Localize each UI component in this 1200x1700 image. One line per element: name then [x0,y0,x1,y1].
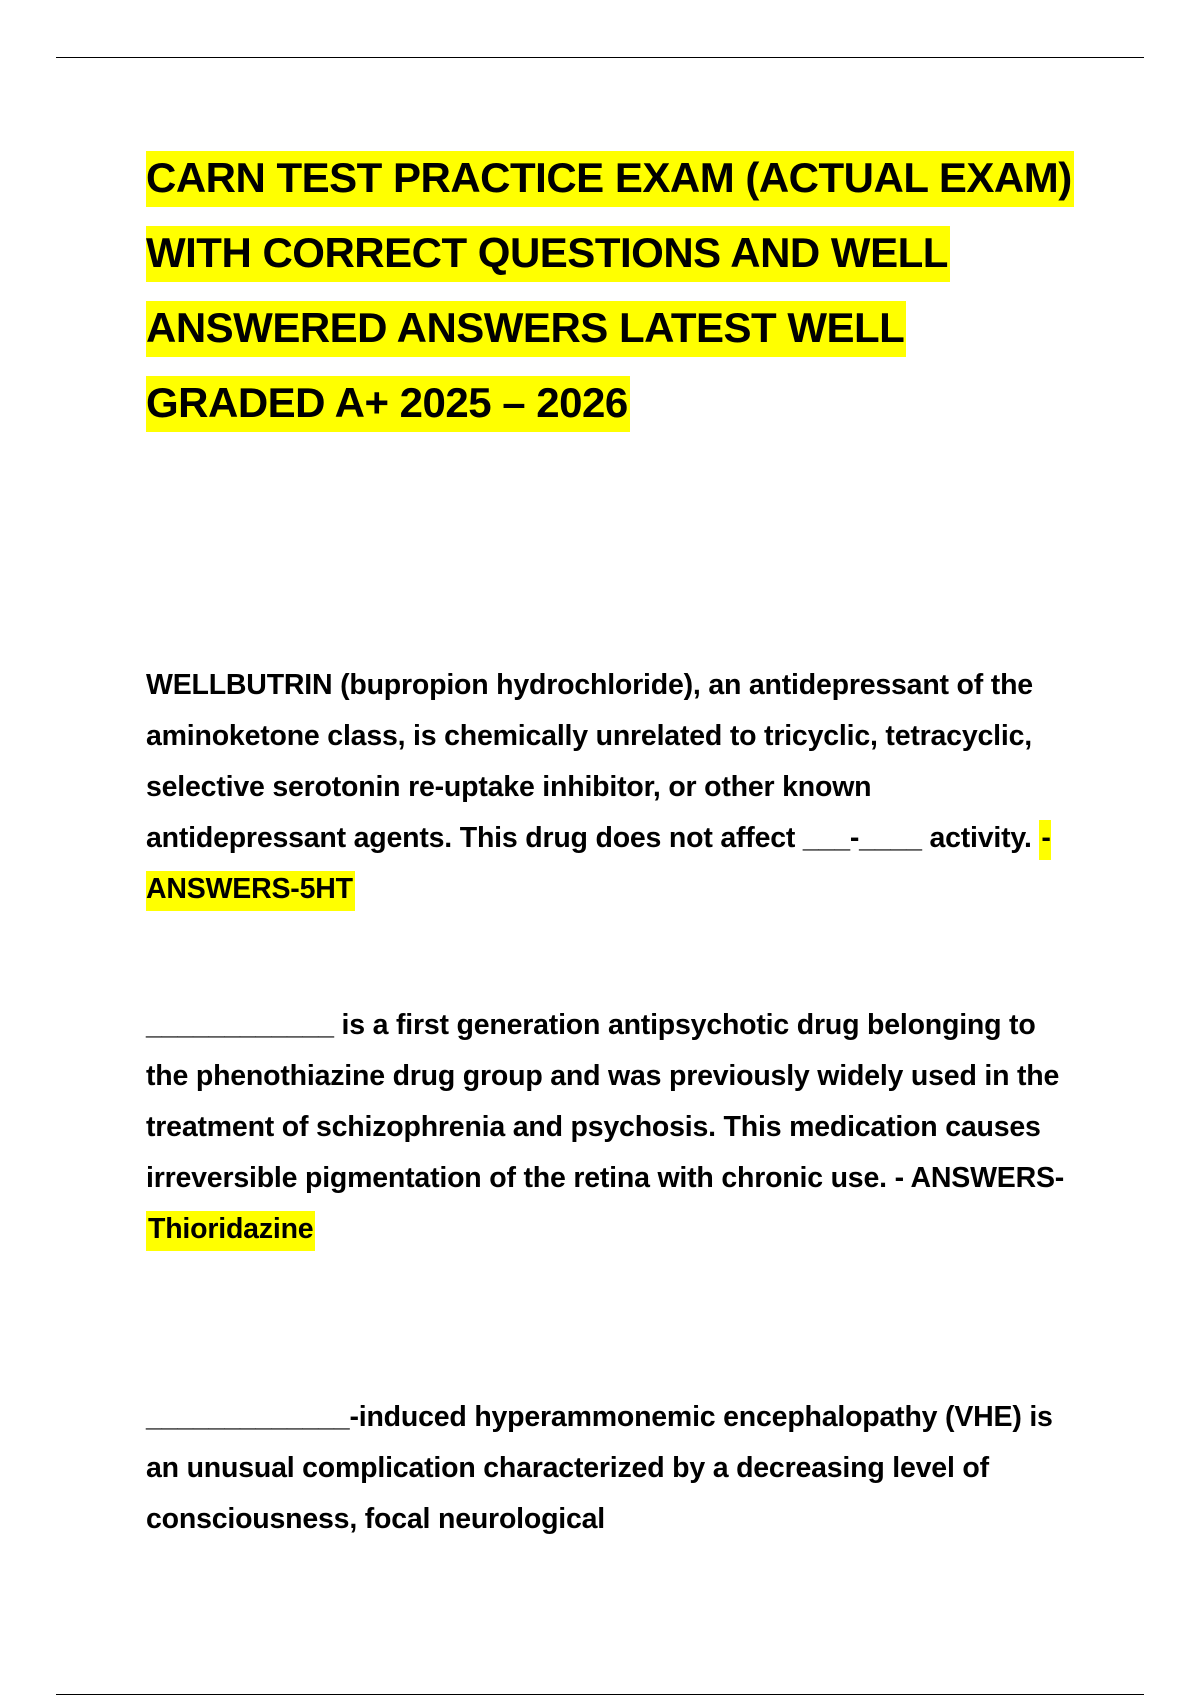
question-2-answer-prefix: - ANSWERS- [894,1162,1065,1194]
question-1-answer: - ANSWERS-5HT [146,820,1051,911]
title-highlight: CARN TEST PRACTICE EXAM (ACTUAL EXAM) WITH CORRECT QUESTIONS AND WELL ANSWERED ANSWERS LATEST WELL GRADED A+ 2025 – 2026 [146,151,1074,432]
question-1-text: WELLBUTRIN (bupropion hydrochloride), an antidepressant of the aminoketone class, is chemically unrelated to tricyclic, tetracyclic, selective serotonin re-uptake inhibitor, or other known antidepressant agents. This drug does not affect ___-____ activity. [146,669,1040,854]
question-2-text: ____________ is a first generation antipsychotic drug belonging to the phenothiazine drug group and was previously widely used in the treatment of schizophrenia and psychosis. This medication causes irreversible pigmentation of the retina with chronic use. [146,1009,1060,1194]
question-3-text: _____________-induced hyperammonemic encephalopathy (VHE) is an unusual complication characterized by a decreasing level of consciousness, focal neurological [146,1401,1053,1535]
bottom-rule [56,1694,1144,1695]
document-title [146,140,1076,440]
question-3 [146,1392,1076,1545]
question-2 [146,1000,1076,1255]
question-2-answer: Thioridazine [146,1211,315,1251]
top-rule [56,57,1144,58]
question-1 [146,660,1076,915]
